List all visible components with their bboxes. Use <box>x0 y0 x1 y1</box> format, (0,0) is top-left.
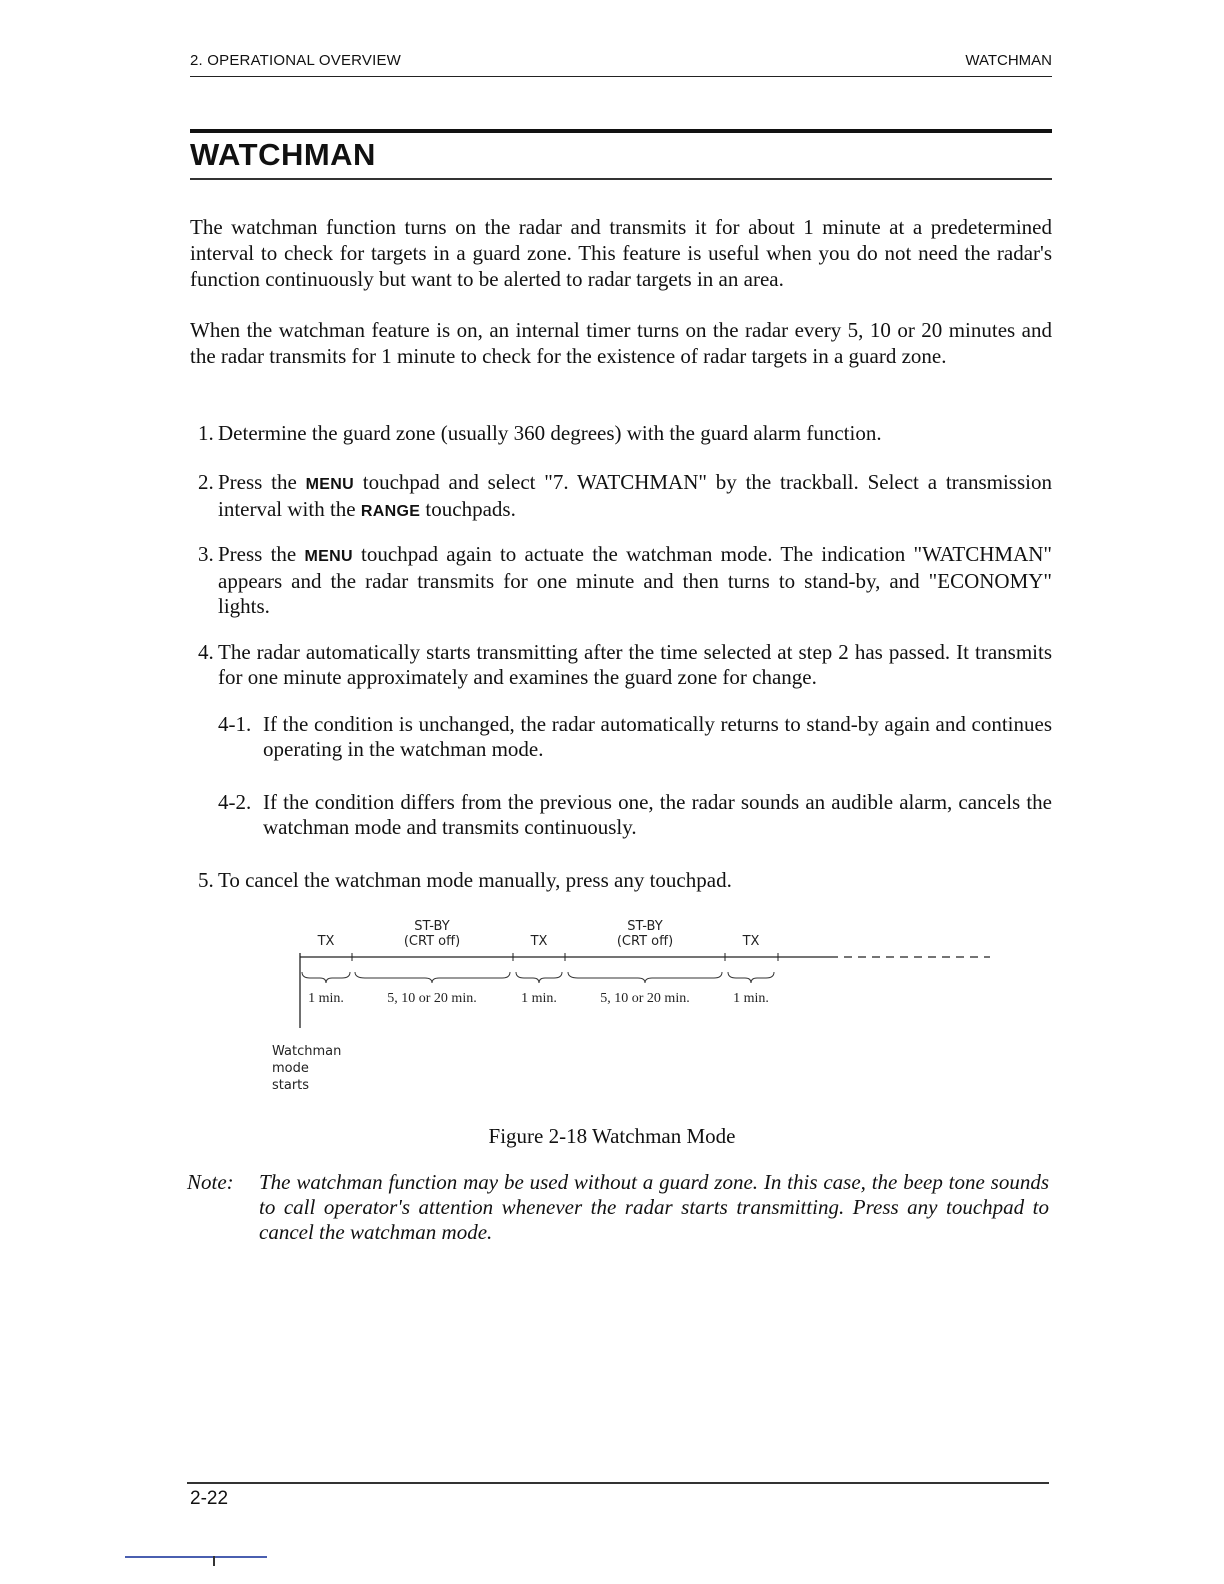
section-label: 2. OPERATIONAL OVERVIEW <box>190 52 402 69</box>
brace-standby-2 <box>568 972 722 983</box>
running-header <box>190 52 1052 77</box>
interval-label: 5, 10 or 20 min. <box>600 991 690 1006</box>
timer-paragraph: When the watchman feature is on, an internal timer turns on the radar every 5, 10 or 20 minutes and the radar transmits for 1 minute to check for the existence of radar targets in a guard zone. <box>190 318 1052 368</box>
state-crt-off-label: (CRT off) <box>403 934 461 949</box>
brace-tx-1 <box>302 972 350 983</box>
scan-edge-tick <box>213 1556 215 1566</box>
footer-rule <box>187 1482 1049 1484</box>
range-key-label: RANGE <box>360 503 421 520</box>
step-number: 4-1. <box>218 712 252 736</box>
step-3 <box>198 542 1052 619</box>
step-text: To cancel the watchman mode manually, press any touchpad. <box>218 868 732 892</box>
watchman-start-label: Watchman <box>272 1044 342 1059</box>
step-4 <box>198 640 1052 690</box>
scan-edge-mark <box>125 1556 267 1558</box>
page-number: 2-22 <box>190 1488 229 1509</box>
note-label: Note: <box>187 1170 234 1194</box>
brace-tx-2 <box>516 972 562 983</box>
interval-label: 5, 10 or 20 min. <box>387 991 477 1006</box>
step-2 <box>198 470 1052 524</box>
step-4-2 <box>218 790 1052 840</box>
menu-key-label: MENU <box>304 548 353 565</box>
intro-paragraph: The watchman function turns on the radar and transmits it for about 1 minute at a predetermined interval to check for targets in a guard zone. This feature is useful when you do not need the radar's function continuously but want to be alerted to radar targets in an area. <box>190 215 1052 291</box>
brace-tx-3 <box>728 972 774 983</box>
step-1 <box>198 421 1052 446</box>
duration-label: 1 min. <box>521 991 557 1006</box>
step-number: 2. <box>198 470 214 494</box>
state-tx-label: TX <box>317 934 335 949</box>
menu-key-label: MENU <box>305 476 354 493</box>
step-number: 4. <box>198 640 214 664</box>
state-standby-label: ST-BY <box>414 919 450 934</box>
state-crt-off-label: (CRT off) <box>616 934 674 949</box>
state-tx-label: TX <box>530 934 548 949</box>
note <box>187 1170 1049 1245</box>
step-text: Press the MENU touchpad again to actuate the watchman mode. The indication "WATCHMAN" appears and the radar transmits for one minute and then turns to stand-by, and "ECONOMY" lights. <box>218 542 1053 618</box>
step-5 <box>198 868 1052 893</box>
step-number: 1. <box>198 421 214 445</box>
topic-label: WATCHMAN <box>965 52 1052 69</box>
watchman-start-label: mode <box>272 1061 309 1076</box>
step-4-1 <box>218 712 1052 762</box>
state-standby-label: ST-BY <box>627 919 663 934</box>
step-text: Press the MENU touchpad and select "7. WATCHMAN" by the trackball. Select a transmission interval with the RANGE touchpads. <box>218 470 1052 521</box>
note-text: The watchman function may be used without a guard zone. In this case, the beep tone sounds to call operator's attention whenever the radar starts transmitting. Press any touchpad to cancel the watchman mode. <box>259 1170 1049 1244</box>
step-text: If the condition is unchanged, the radar automatically returns to stand-by again and continues operating in the watchman mode. <box>263 712 1052 761</box>
duration-label: 1 min. <box>733 991 769 1006</box>
title-rule-bottom <box>190 178 1052 180</box>
title-rule-top <box>190 129 1052 133</box>
watchman-start-label: starts <box>272 1078 310 1093</box>
page-title: WATCHMAN <box>190 137 376 172</box>
figure-caption: Figure 2-18 Watchman Mode <box>488 1124 736 1148</box>
step-text: Determine the guard zone (usually 360 degrees) with the guard alarm function. <box>218 421 882 445</box>
step-text: The radar automatically starts transmitting after the time selected at step 2 has passed. It transmits for one minute approximately and examines the guard zone for change. <box>218 640 1052 689</box>
step-number: 3. <box>198 542 214 566</box>
step-text: If the condition differs from the previous one, the radar sounds an audible alarm, cancels the watchman mode and transmits continuously. <box>263 790 1052 839</box>
state-tx-label: TX <box>742 934 760 949</box>
step-number: 4-2. <box>218 790 252 814</box>
duration-label: 1 min. <box>308 991 344 1006</box>
watchman-timing-diagram <box>250 910 1010 1110</box>
brace-standby-1 <box>355 972 510 983</box>
step-number: 5. <box>198 868 214 892</box>
